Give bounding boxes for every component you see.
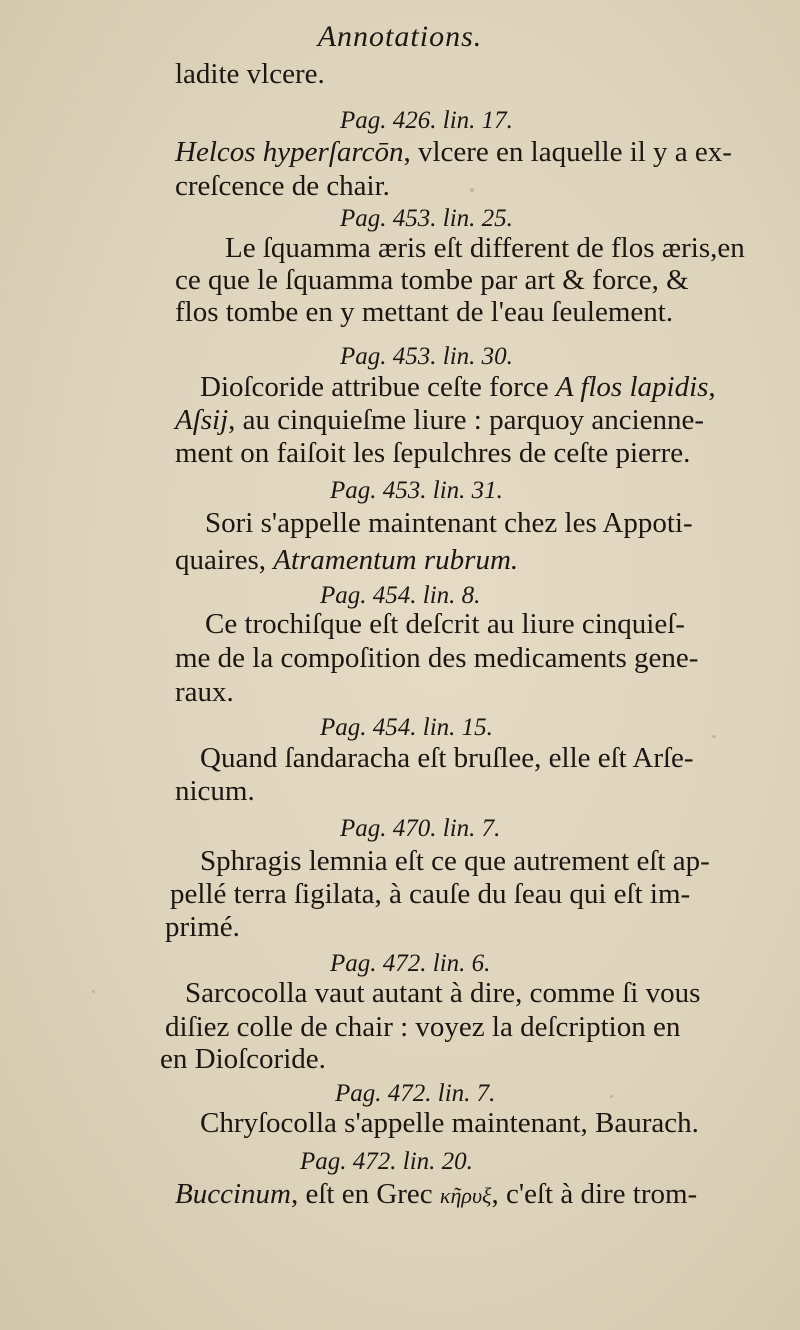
text-run: , eſt en Grec bbox=[290, 1178, 440, 1210]
text-line: me de la compoſition des medicaments gene- bbox=[175, 642, 699, 674]
text-line: ment on faiſoit les ſepulchres de ceſte pierre. bbox=[175, 437, 691, 469]
text-line bbox=[200, 373, 716, 402]
page-reference: Pag. 454. lin. 8. bbox=[320, 582, 481, 609]
page-reference: Pag. 472. lin. 7. bbox=[335, 1080, 496, 1107]
running-header: Annotations. bbox=[317, 20, 483, 53]
text-run: , au cinquieſme liure : parquoy ancienne- bbox=[228, 404, 705, 436]
text-line bbox=[175, 138, 732, 167]
page-reference: Pag. 454. lin. 15. bbox=[320, 714, 493, 741]
text-line: creſcence de chair. bbox=[175, 170, 390, 202]
text-line: Sarcocolla vaut autant à dire, comme ſi vous bbox=[185, 977, 701, 1009]
greek-term: κῆρυξ bbox=[439, 1183, 492, 1208]
text-run: , c'eſt à dire trom- bbox=[491, 1178, 698, 1210]
latin-term: A flos lapidis, bbox=[555, 371, 716, 403]
page-reference: Pag. 426. lin. 17. bbox=[340, 107, 513, 134]
latin-term: Atramentum rubrum. bbox=[273, 544, 519, 576]
text-line: pellé terra ſigilata, à cauſe du ſeau qui eſt im- bbox=[170, 878, 691, 910]
page-reference: Pag. 453. lin. 25. bbox=[340, 205, 513, 232]
text-line: diſiez colle de chair : voyez la deſcription en bbox=[165, 1011, 681, 1043]
latin-term: Buccinum bbox=[175, 1178, 291, 1210]
paper-speck bbox=[470, 188, 474, 192]
text-line: Le ſquamma æris eſt different de flos æris,en bbox=[225, 232, 745, 264]
text-line: ladite vlcere. bbox=[175, 58, 325, 90]
latin-term: Helcos hyperſarcōn bbox=[175, 136, 404, 168]
text-line: ce que le ſquamma tombe par art & force, & bbox=[175, 264, 689, 296]
text-line: primé. bbox=[165, 911, 240, 943]
page-reference: Pag. 470. lin. 7. bbox=[340, 815, 501, 842]
paper-speck bbox=[712, 735, 716, 738]
paper-speck bbox=[610, 1095, 613, 1098]
page-reference: Pag. 453. lin. 30. bbox=[340, 343, 513, 370]
text-line: Sori s'appelle maintenant chez les Appoti- bbox=[205, 507, 693, 539]
text-run: , vlcere en laquelle il y a ex- bbox=[403, 136, 732, 168]
text-line: Quand ſandaracha eſt bruſlee, elle eſt Arſe- bbox=[200, 742, 694, 774]
text-line: Sphragis lemnia eſt ce que autrement eſt ap- bbox=[200, 845, 710, 877]
text-line bbox=[175, 1180, 697, 1209]
text-run: Dioſcoride attribue ceſte force bbox=[200, 371, 556, 403]
text-run: quaires, bbox=[175, 544, 274, 576]
text-line: Ce trochiſque eſt deſcrit au liure cinquieſ- bbox=[205, 608, 685, 640]
latin-term: Aſsij bbox=[175, 404, 229, 436]
text-line: raux. bbox=[175, 676, 234, 708]
page-reference: Pag. 472. lin. 20. bbox=[300, 1148, 473, 1175]
page-reference: Pag. 453. lin. 31. bbox=[330, 477, 503, 504]
page-reference: Pag. 472. lin. 6. bbox=[330, 950, 491, 977]
text-line bbox=[175, 546, 518, 575]
text-line: Chryſocolla s'appelle maintenant, Baurach. bbox=[200, 1107, 699, 1139]
text-line bbox=[175, 406, 704, 435]
text-line: nicum. bbox=[175, 775, 255, 807]
paper-speck bbox=[92, 990, 95, 993]
text-line: flos tombe en y mettant de l'eau ſeulement. bbox=[175, 296, 674, 328]
text-line: en Dioſcoride. bbox=[160, 1043, 326, 1075]
